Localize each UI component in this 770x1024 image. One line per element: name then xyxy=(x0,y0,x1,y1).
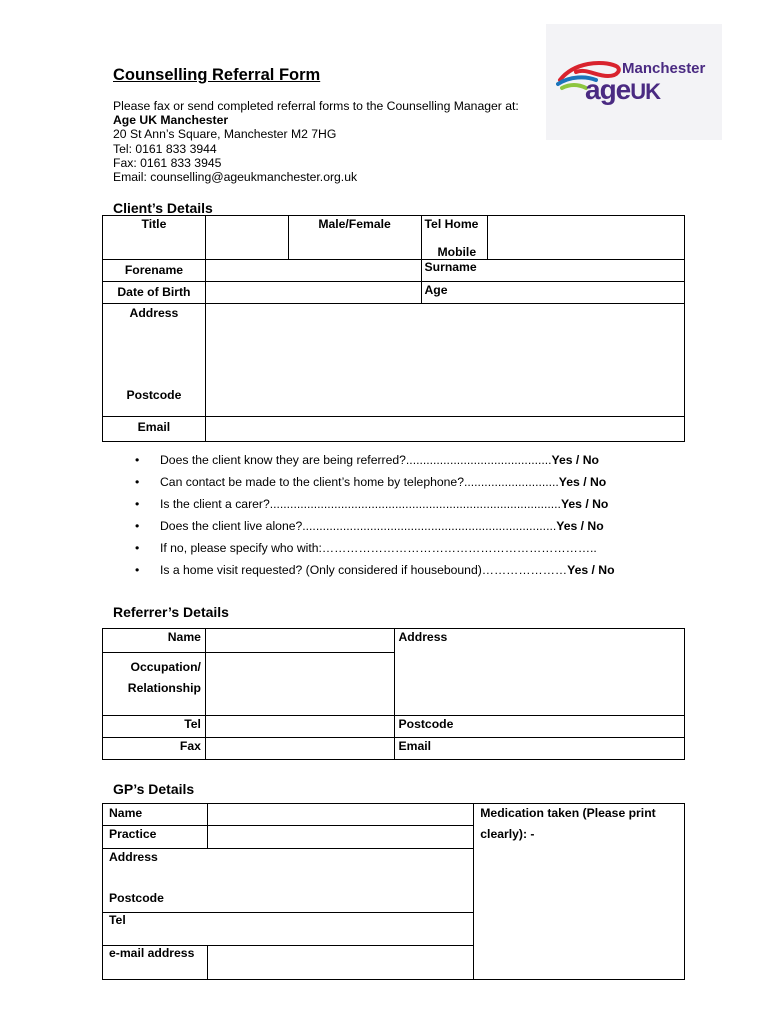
client-forename-field[interactable] xyxy=(205,260,421,282)
referrer-name-field[interactable] xyxy=(205,629,394,653)
gp-practice-label: Practice xyxy=(103,826,208,849)
yes-no-option[interactable]: Yes / No xyxy=(558,475,607,489)
client-postcode-label: Postcode xyxy=(126,388,182,402)
gp-details-table xyxy=(102,803,685,980)
org-address: 20 St Ann’s Square, Manchester M2 7HG xyxy=(113,127,337,142)
org-tel: Tel: 0161 833 3944 xyxy=(113,141,217,156)
referrer-address-field[interactable]: Address xyxy=(394,629,685,716)
org-name: Age UK Manchester xyxy=(113,113,229,128)
client-dob-field[interactable] xyxy=(205,282,421,304)
referrer-occupation-label: Occupation/ Relationship xyxy=(103,653,206,716)
org-email: Email: counselling@ageukmanchester.org.uk xyxy=(113,170,358,185)
referrer-postcode-field[interactable]: Postcode xyxy=(394,716,685,738)
client-email-field[interactable] xyxy=(205,417,684,442)
gp-name-label: Name xyxy=(103,804,208,826)
referrer-name-label: Name xyxy=(103,629,206,653)
client-details-heading: Client’s Details xyxy=(113,200,213,216)
gp-tel-field[interactable]: Tel xyxy=(103,913,474,946)
client-address-field[interactable] xyxy=(205,304,684,417)
gp-email-label: e-mail address xyxy=(103,946,208,980)
logo-brand-uk: UK xyxy=(630,79,661,104)
logo-brand xyxy=(585,74,660,106)
yes-no-option[interactable]: Yes / No xyxy=(551,453,599,467)
logo-city: Manchester xyxy=(622,60,706,77)
gp-postcode-label: Postcode xyxy=(109,891,164,905)
client-age-field[interactable]: Age xyxy=(421,282,685,304)
gp-name-field[interactable] xyxy=(207,804,473,826)
gp-email-field[interactable] xyxy=(207,946,473,980)
client-details-table xyxy=(102,215,685,442)
gp-practice-field[interactable] xyxy=(207,826,473,849)
referrer-tel-field[interactable] xyxy=(205,716,394,738)
yes-no-option[interactable]: Yes / No xyxy=(556,519,604,533)
client-tel-field[interactable] xyxy=(488,216,685,260)
client-forename-label: Forename xyxy=(103,260,206,282)
intro-line: Please fax or send completed referral forms to the Counselling Manager at: xyxy=(113,99,519,113)
logo-brand-age: age xyxy=(585,74,631,105)
referrer-details-table xyxy=(102,628,685,760)
client-dob-label: Date of Birth xyxy=(103,282,206,304)
referrer-tel-label: Tel xyxy=(103,716,206,738)
referrer-fax-field[interactable] xyxy=(205,738,394,760)
gp-address-field[interactable]: Address Postcode xyxy=(103,849,474,913)
referrer-occupation-field[interactable] xyxy=(205,653,394,716)
client-email-label: Email xyxy=(103,417,206,442)
client-title-label: Title xyxy=(103,216,206,260)
page-title: Counselling Referral Form xyxy=(113,66,321,84)
client-address-label: Address Postcode xyxy=(103,304,206,417)
gp-details-heading: GP’s Details xyxy=(113,781,195,797)
medication-field[interactable]: Medication taken (Please print clearly): - xyxy=(474,804,685,980)
referrer-email-field[interactable]: Email xyxy=(394,738,685,760)
referrer-details-heading: Referrer’s Details xyxy=(113,604,229,620)
client-surname-field[interactable]: Surname xyxy=(421,260,685,282)
referrer-fax-label: Fax xyxy=(103,738,206,760)
client-gender-label: Male/Female xyxy=(288,216,421,260)
intro-block xyxy=(113,99,519,184)
yes-no-option[interactable]: Yes / No xyxy=(567,563,615,577)
client-tel-label: Tel Home Mobile xyxy=(421,216,488,260)
org-fax: Fax: 0161 833 3945 xyxy=(113,155,222,170)
client-title-field[interactable] xyxy=(205,216,288,260)
yes-no-option[interactable]: Yes / No xyxy=(560,497,609,511)
